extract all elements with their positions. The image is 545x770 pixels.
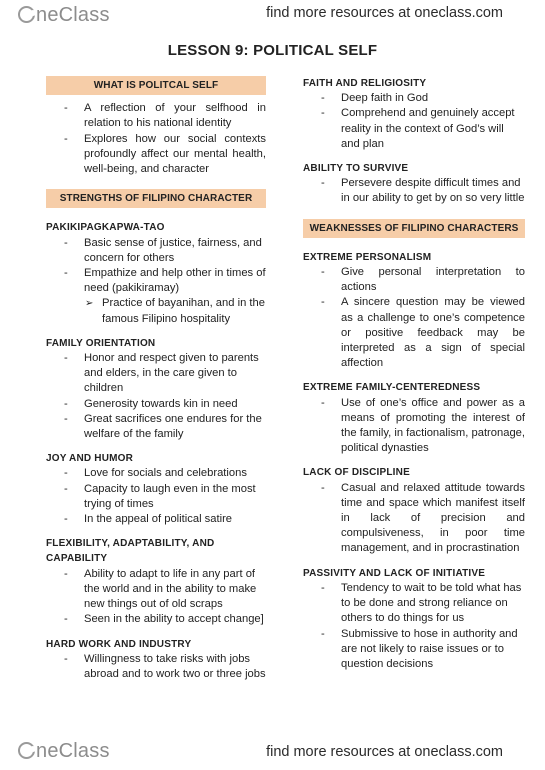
list-item: - Love for socials and celebrations (46, 466, 266, 481)
list-item: - Tendency to wait to be told what has to be done and strong reliance on others to do things for us (303, 581, 525, 627)
logo-o-icon (18, 6, 35, 23)
list-item: - Generosity towards kin in need (46, 397, 266, 412)
list-item: - Casual and relaxed attitude towards time and space which manifest itself in lack of precision and compulsiveness, in poor time management, and in procrastination (303, 481, 525, 557)
list-item: - Empathize and help other in times of need (pakikiramay) (46, 266, 266, 296)
page-footer (0, 736, 545, 770)
subheading: FAMILY ORIENTATION (46, 337, 156, 349)
logo-o-icon (18, 742, 35, 759)
list-item: - Give personal interpretation to actions (303, 265, 525, 295)
subheading: ABILITY TO SURVIVE (303, 163, 409, 175)
list-item: - Basic sense of justice, fairness, and concern for others (46, 236, 266, 266)
subheading: FLEXIBILITY, ADAPTABILITY, AND CAPABILITY (46, 538, 215, 565)
list-item: - Explores how our social contexts profoundly affect our mental health, well-being, and character (46, 132, 266, 178)
list-item: - A reflection of your selfhood in relation to his national identity (46, 101, 266, 131)
subheading: PASSIVITY AND LACK OF INITIATIVE (303, 567, 486, 579)
list-item: - Deep faith in God (303, 91, 525, 106)
sub-list-item: ➢ Practice of bayanihan, and in the famous Filipino hospitality (46, 296, 266, 326)
subheading: EXTREME FAMILY-CENTEREDNESS (303, 382, 481, 394)
subheading: PAKIKIPAGKAPWA-TAO (46, 222, 165, 234)
list-item: - A sincere question may be viewed as a challenge to one’s competence or positive feedback may be interpreted as a sign of special affection (303, 295, 525, 371)
section-bar-strengths: STRENGTHS OF FILIPINO CHARACTER (46, 189, 266, 208)
subheading: HARD WORK AND INDUSTRY (46, 638, 192, 650)
right-column (303, 76, 525, 672)
subheading: LACK OF DISCIPLINE (303, 467, 410, 479)
list-item: - Persevere despite difficult times and in our ability to get by on so very little (303, 176, 525, 206)
oneclass-logo[interactable]: neClass (18, 740, 110, 763)
subheading: EXTREME PERSONALISM (303, 251, 432, 263)
list-item: - Seen in the ability to accept change] (46, 612, 266, 627)
list-item: - Use of one’s office and power as a means of promoting the interest of the family, in factionalism, patronage, political dynasties (303, 396, 525, 457)
section-bar-weaknesses: WEAKNESSES OF FILIPINO CHARACTERS (303, 219, 525, 238)
list-item: - In the appeal of political satire (46, 512, 266, 527)
list-item: - Honor and respect given to parents and elders, in the care given to children (46, 351, 266, 397)
list-item: - Comprehend and genuinely accept reality in the context of God’s will and plan (303, 106, 525, 152)
left-column (46, 76, 266, 682)
list-item: - Willingness to take risks with jobs abroad and to work two or three jobs (46, 652, 266, 682)
footer-tagline[interactable]: find more resources at oneclass.com (266, 744, 503, 760)
oneclass-logo[interactable]: neClass (18, 4, 110, 27)
subheading: JOY AND HUMOR (46, 453, 134, 465)
subheading: FAITH AND RELIGIOSITY (303, 78, 427, 89)
section-bar-what: WHAT IS POLITCAL SELF (46, 76, 266, 95)
header-tagline[interactable]: find more resources at oneclass.com (266, 5, 503, 21)
list-item: - Submissive to hose in authority and are not likely to raise issues or to question decisions (303, 627, 525, 673)
list-item: - Great sacrifices one endures for the welfare of the family (46, 412, 266, 442)
page-title: LESSON 9: POLITICAL SELF (167, 42, 378, 59)
list-item: - Ability to adapt to life in any part of the world and in the ability to make new things out of old scraps (46, 567, 266, 613)
page-header (0, 0, 545, 34)
list-item: - Capacity to laugh even in the most trying of times (46, 482, 266, 512)
